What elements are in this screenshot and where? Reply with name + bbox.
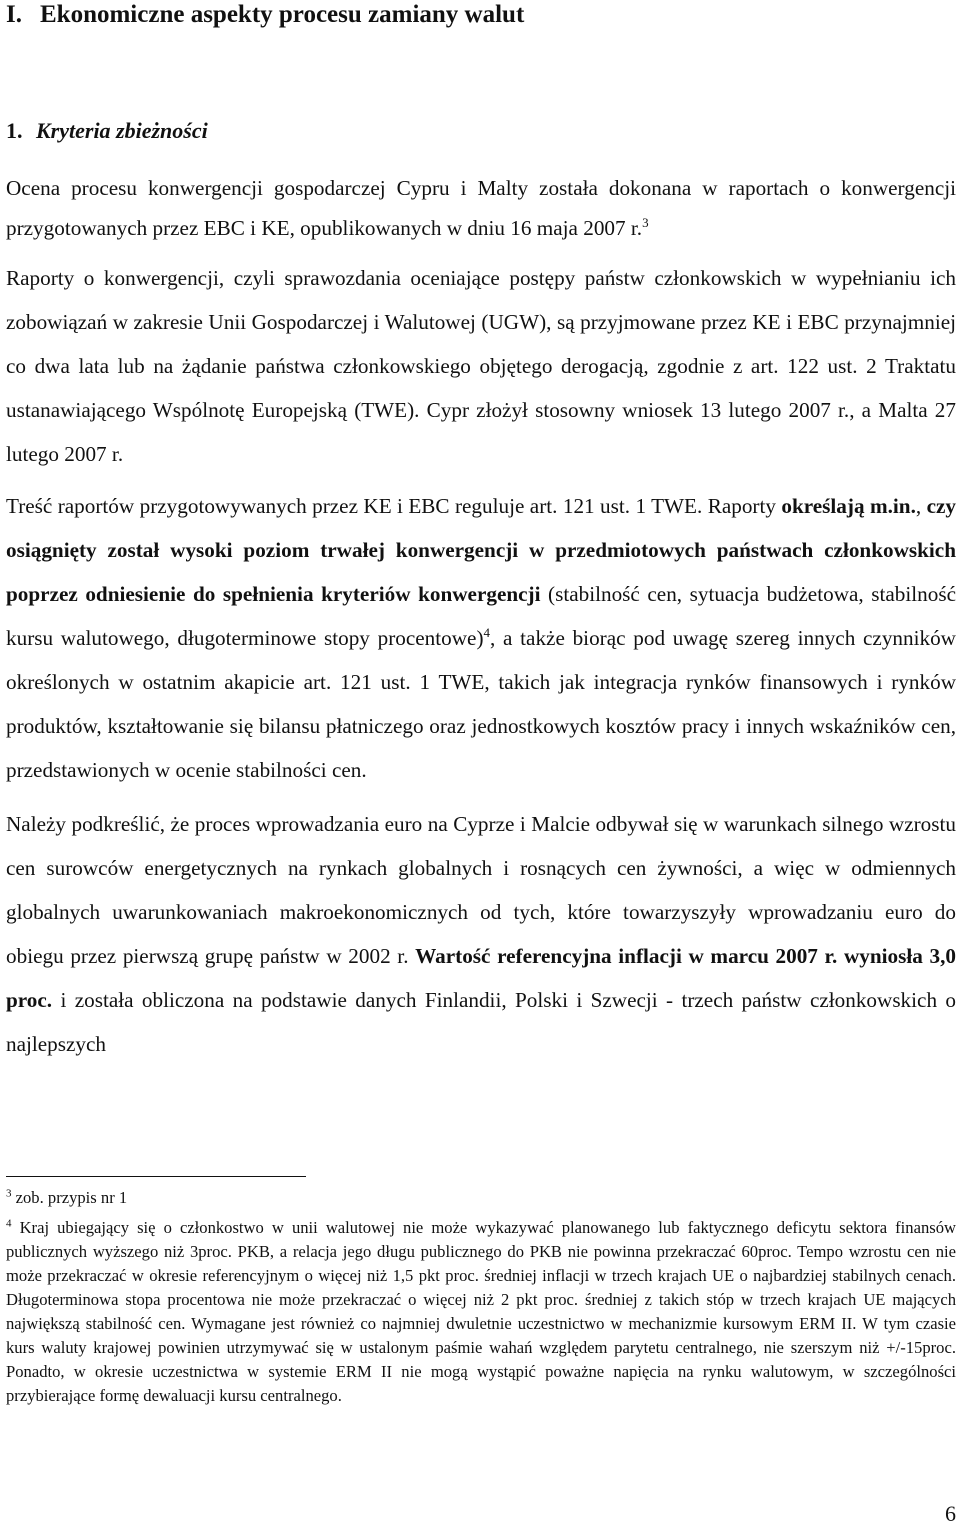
- footnote-4: [6, 1216, 956, 1408]
- footnotes: [6, 1186, 956, 1408]
- paragraph-4: [6, 802, 956, 1066]
- chapter-number: I.: [6, 1, 22, 28]
- paragraph-3-text-b: ,: [915, 494, 927, 518]
- body-text: [6, 168, 956, 1066]
- paragraph-2: [6, 256, 956, 476]
- paragraph-1: [6, 168, 956, 248]
- section-title: Kryteria zbieżności: [36, 118, 208, 143]
- footnote-4-mark: 4: [6, 1217, 12, 1230]
- paragraph-3: [6, 484, 956, 792]
- paragraph-1-text: Ocena procesu konwergencji gospodarczej Cypru i Malty została dokonana w raportach o konwergencji przygotowanych przez EBC i KE, opublikowanych w dniu 16 maja 2007 r.: [6, 176, 956, 240]
- section-heading: [6, 117, 208, 145]
- chapter-title: Ekonomiczne aspekty procesu zamiany walut: [40, 1, 525, 28]
- footnote-3-text: zob. przypis nr 1: [11, 1188, 128, 1207]
- section-number: 1.: [6, 118, 23, 143]
- footnote-3: [6, 1186, 956, 1210]
- paragraph-2-text: Raporty o konwergencji, czyli sprawozdania oceniające postępy państw członkowskich w wypełnianiu ich zobowiązań w zakresie Unii Gospodarczej i Walutowej (UGW), są przyjmowane przez KE i EBC przynajmniej co dwa lata lub na żądanie państwa członkowskiego objętego derogacją, zgodnie z art. 122 ust. 2 Traktatu ustanawiającego Wspólnotę Europejską (TWE). Cypr złożył stosowny wniosek 13 lutego 2007 r., a Malta 27 lutego 2007 r.: [6, 266, 956, 466]
- footnote-3-mark: 3: [6, 1187, 12, 1200]
- footnote-ref-3[interactable]: 3: [642, 214, 649, 230]
- footnote-4-text: Kraj ubiegający się o członkostwo w unii walutowej nie może wykazywać planowanego lub faktycznego deficytu sektora finansów publicznych wyższego niż 3proc. PKB, a relacja jego długu publicznego do PKB nie powinna przekraczać 60proc. Tempo wzrostu cen nie może przekraczać w okresie referencyjnym o więcej niż 1,5 pkt proc. średniej inflacji w trzech krajach UE o najbardziej stabilnych cenach. Długoterminowa stopa procentowa nie może przekraczać o więcej niż 2 pkt proc. średniej z takich stóp w trzech krajach UE mających największą stabilność cen. Wymagane jest również co najmniej dwuletnie uczestnictwo w mechanizmie kursowym ERM II. W tym czasie kurs waluty krajowej powinien utrzymywać się w ustalonym paśmie wahań względem parytetu centralnego, nie szerszym niż +/-15proc. Ponadto, w okresie uczestnictwa w systemie ERM II nie mogą wystąpić poważne napięcia na rynku walutowym, w szczególności przybierające formę dewaluacji kursu centralnego.: [6, 1218, 956, 1405]
- paragraph-3-text-d: , a także biorąc pod uwagę szereg innych czynników określonych w ostatnim akapicie art. 121 ust. 1 TWE, takich jak integracja rynków finansowych i rynków produktów, kształtowanie się bilansu płatniczego oraz jednostkowych kosztów pracy i innych wskaźników cen, przedstawionych w ocenie stabilności cen.: [6, 626, 956, 782]
- footnote-ref-4[interactable]: 4: [483, 624, 491, 640]
- paragraph-4-bold: Wartość referencyjna inflacji w marcu 2007 r. wyniosła 3,0 proc.: [6, 944, 956, 1012]
- paragraph-3-bold-b: czy osiągnięty został wysoki poziom trwałej konwergencji w przedmiotowych państwach członkowskich poprzez odniesienie do spełnienia kryteriów konwergencji: [6, 494, 957, 606]
- page-number: 6: [945, 1501, 956, 1526]
- footnote-separator: [6, 1176, 306, 1177]
- chapter-heading: [6, 0, 524, 30]
- paragraph-3-bold-a: określają m.in.: [781, 494, 916, 518]
- paragraph-4-text-b: i została obliczona na podstawie danych Finlandii, Polski i Szwecji - trzech państw członkowskich o najlepszych: [6, 988, 956, 1056]
- paragraph-3-text-a: Treść raportów przygotowywanych przez KE i EBC reguluje art. 121 ust. 1 TWE. Raporty: [6, 494, 782, 518]
- paragraph-3-text-c: (stabilność cen, sytuacja budżetowa, stabilność kursu walutowego, długoterminowe stopy procentowe): [6, 582, 956, 650]
- paragraph-4-text-a: Należy podkreślić, że proces wprowadzania euro na Cyprze i Malcie odbywał się w warunkach silnego wzrostu cen surowców energetycznych na rynkach globalnych i rosnących cen żywności, a więc w odmiennych globalnych uwarunkowaniach makroekonomicznych od tych, które towarzyszyły wprowadzaniu euro do obiegu przez pierwszą grupę państw w 2002 r.: [6, 812, 956, 968]
